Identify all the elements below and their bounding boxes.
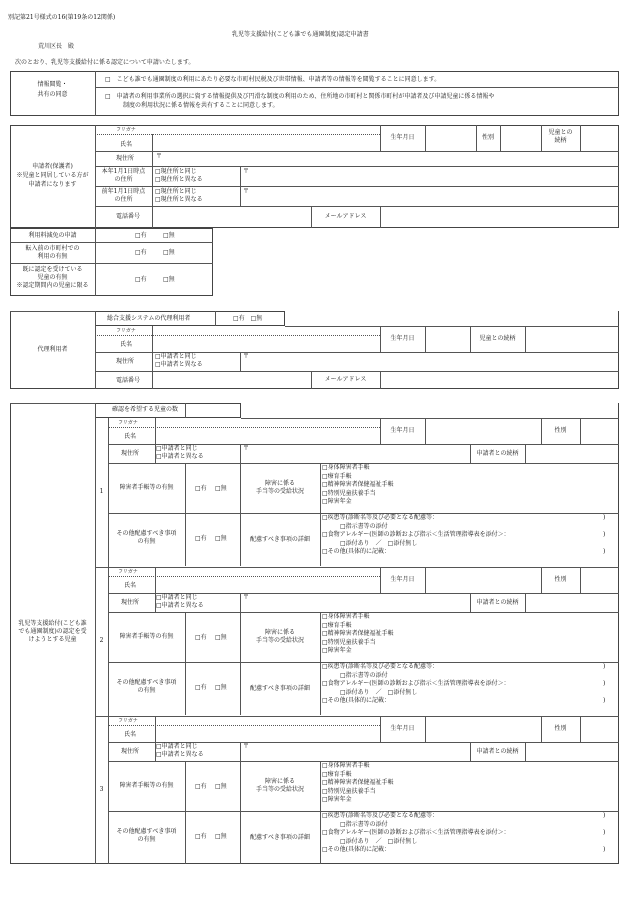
applicant-jan1-prev-same[interactable]: □現住所と同じ bbox=[155, 188, 197, 195]
child-2-address-same[interactable]: □申請者と同じ bbox=[156, 594, 198, 601]
child-3-consider-paren-5: ) bbox=[603, 846, 606, 853]
move-yes[interactable]: □有 bbox=[135, 249, 147, 256]
child-2-handbook-no[interactable]: □無 bbox=[215, 634, 227, 641]
applicant-label-2: ※児童と同居している方が bbox=[16, 171, 89, 179]
child-3-other-yes[interactable]: □有 bbox=[195, 833, 207, 840]
child-2-consider-option-3[interactable]: □食物アレルギー(医師の診断および指示＜生活管理指導表を添付＞： bbox=[322, 680, 510, 687]
child-3-other-label-2: の有無 bbox=[137, 836, 156, 843]
child-1-furigana-label: フリガナ bbox=[118, 420, 138, 426]
child-3-name-label: 氏名 bbox=[124, 731, 137, 738]
child-2-relation-label: 申請者との続柄 bbox=[476, 598, 519, 606]
applicant-phone-label: 電話番号 bbox=[116, 213, 141, 220]
child-1-allowance-label-1: 障害に係る bbox=[264, 480, 295, 487]
child-3-allowance-label-1: 障害に係る bbox=[264, 778, 295, 785]
applicant-jan1-prev-label-2: の住所 bbox=[114, 196, 133, 203]
applicant-jan1-this-postal: 〒 bbox=[243, 168, 250, 175]
move-label-1: 転入前の市町村での bbox=[25, 245, 80, 252]
child-1-handbook-no[interactable]: □無 bbox=[215, 485, 227, 492]
child-3-handbook-no[interactable]: □無 bbox=[215, 783, 227, 790]
child-1-consider-label: 配慮すべき事項の詳細 bbox=[250, 535, 310, 543]
consent-checkbox-2-cont: 制度の利用状況に係る情報を共有することに同意します。 bbox=[123, 102, 279, 109]
child-1-allowance-option-3[interactable]: □精神障害者保健福祉手帳 bbox=[322, 481, 394, 488]
child-3-postal-mark: 〒 bbox=[243, 743, 250, 750]
child-1-consider-paren-1: ) bbox=[603, 514, 606, 521]
proxy-furigana-label: フリガナ bbox=[116, 328, 136, 334]
child-2-address-diff[interactable]: □申請者と異なる bbox=[156, 602, 204, 609]
child-1-relation-label: 申請者との続柄 bbox=[476, 449, 519, 457]
child-1-handbook-yes[interactable]: □有 bbox=[195, 485, 207, 492]
child-1-consider-option-2[interactable]: □指示書等の添付 bbox=[340, 522, 388, 530]
child-2-allowance-option-4[interactable]: □特別児童扶養手当 bbox=[322, 638, 376, 646]
child-2-consider-option-2[interactable]: □指示書等の添付 bbox=[340, 671, 388, 679]
applicant-relation-label-1: 児童との bbox=[548, 129, 573, 136]
child-1-consider-paren-5: ) bbox=[603, 548, 606, 555]
proxy-birth-label: 生年月日 bbox=[390, 335, 415, 342]
child-2-furigana-label: フリガナ bbox=[118, 569, 138, 575]
applicant-birth-field[interactable] bbox=[426, 126, 476, 150]
cert-label-1: 既に認定を受けている bbox=[22, 266, 83, 273]
child-3-handbook-yes[interactable]: □有 bbox=[195, 783, 207, 790]
child-1-sex-label: 性別 bbox=[554, 427, 567, 434]
child-3-birth-label: 生年月日 bbox=[390, 725, 415, 732]
child-3-relation-label: 申請者との続柄 bbox=[476, 747, 519, 755]
child-3-consider-option-3[interactable]: □食物アレルギー(医師の診断および指示＜生活管理指導表を添付＞： bbox=[322, 829, 510, 836]
child-3-allowance-option-3[interactable]: □精神障害者保健福祉手帳 bbox=[322, 779, 394, 786]
consent-checkbox-1[interactable]: □ こども誰でも通園制度の利用にあたり必要な市町村民税及び世帯情報、申請者等の情報等を閲覧することに同意します。 bbox=[105, 76, 441, 83]
child-1-consider-option-3[interactable]: □食物アレルギー(医師の診断および指示＜生活管理指導表を添付＞： bbox=[322, 531, 510, 538]
child-3-allowance-option-1[interactable]: □身体障害者手帳 bbox=[322, 762, 370, 769]
cert-no[interactable]: □無 bbox=[163, 276, 175, 283]
applicant-jan1-prev-postal: 〒 bbox=[243, 188, 250, 195]
cert-yes[interactable]: □有 bbox=[135, 276, 147, 283]
child-1-consider-paren-3: ) bbox=[603, 531, 606, 538]
applicant-birth-label: 生年月日 bbox=[390, 134, 415, 141]
child-2-number: 2 bbox=[99, 637, 104, 644]
child-1-consider-option-5[interactable]: □その他(具体的に記載： bbox=[322, 548, 391, 555]
applicant-jan1-prev-diff[interactable]: □現住所と異なる bbox=[155, 196, 203, 203]
cert-label-3: ※認定期間内の児童に限る bbox=[16, 282, 89, 289]
child-3-handbook-label: 障害者手帳等の有無 bbox=[119, 782, 174, 789]
child-3-consider-option-1[interactable]: □疾患等(診断名等及び必要となる配慮等： bbox=[322, 812, 439, 819]
form-number: 別記第21号様式の16(第19条の12関係) bbox=[8, 14, 116, 21]
proxy-address-diff[interactable]: □申請者と異なる bbox=[155, 361, 203, 368]
proxy-postal-mark: 〒 bbox=[243, 353, 250, 360]
applicant-jan1-this-label-1: 本年1月1日時点 bbox=[101, 168, 146, 175]
child-3-furigana-label: フリガナ bbox=[118, 718, 138, 724]
proxy-email-label: メールアドレス bbox=[324, 376, 367, 383]
child-count-label: 確認を希望する児童の数 bbox=[112, 406, 179, 413]
child-2-consider-option-4[interactable]: □添付あり ／ □添付無し bbox=[340, 688, 418, 696]
applicant-address-label: 現住所 bbox=[116, 155, 135, 162]
applicant-email-label: メールアドレス bbox=[324, 213, 367, 220]
child-3-allowance-option-4[interactable]: □特別児童扶養手当 bbox=[322, 787, 376, 795]
proxy-name-label: 氏名 bbox=[120, 341, 133, 348]
child-2-allowance-label-1: 障害に係る bbox=[264, 629, 295, 636]
proxy-system-yes-no[interactable]: □有 □無 bbox=[233, 315, 263, 322]
intro-text: 次のとおり、乳児等支援給付に係る認定について申請いたします。 bbox=[15, 59, 195, 66]
consent-label-2: 共有の同意 bbox=[37, 91, 68, 98]
child-1-other-label-1: その他配慮すべき事項 bbox=[116, 530, 177, 537]
children-label-1: 乳児等支援給付(こども誰 bbox=[18, 620, 87, 627]
proxy-system-label: 総合支援システムの代理利用者 bbox=[107, 315, 191, 322]
child-1-other-yes[interactable]: □有 bbox=[195, 535, 207, 542]
applicant-phone-field[interactable] bbox=[153, 207, 311, 227]
child-2-allowance-option-1[interactable]: □身体障害者手帳 bbox=[322, 613, 370, 620]
child-3-address-label: 現住所 bbox=[121, 748, 140, 755]
proxy-relation-label: 児童との続柄 bbox=[479, 335, 516, 342]
child-2-allowance-option-5[interactable]: □障害年金 bbox=[322, 647, 352, 654]
usage-fee-label: 利用料減免の申請 bbox=[28, 231, 77, 239]
proxy-phone-label: 電話番号 bbox=[116, 377, 141, 384]
child-1-name-label: 氏名 bbox=[124, 433, 137, 440]
child-2-other-no[interactable]: □無 bbox=[215, 684, 227, 691]
child-2-handbook-label: 障害者手帳等の有無 bbox=[119, 633, 174, 640]
addressee: 荒川区長 殿 bbox=[38, 43, 75, 50]
applicant-label-3: 申請者になります bbox=[28, 180, 77, 188]
child-2-consider-paren-3: ) bbox=[603, 680, 606, 687]
child-2-consider-option-5[interactable]: □その他(具体的に記載： bbox=[322, 697, 391, 704]
child-3-allowance-option-5[interactable]: □障害年金 bbox=[322, 796, 352, 803]
child-1-other-label-2: の有無 bbox=[137, 538, 156, 545]
applicant-jan1-this-same[interactable]: □現住所と同じ bbox=[155, 168, 197, 175]
child-3-other-label-1: その他配慮すべき事項 bbox=[116, 828, 177, 835]
child-3-allowance-option-2[interactable]: □療育手帳 bbox=[322, 770, 352, 778]
child-3-sex-label: 性別 bbox=[554, 725, 567, 732]
child-1-consider-option-4[interactable]: □添付あり ／ □添付無し bbox=[340, 539, 418, 547]
consent-label-1: 情報閲覧・ bbox=[37, 81, 68, 88]
child-2-allowance-label-2: 手当等の受給状況 bbox=[255, 637, 304, 644]
child-2-address-label: 現住所 bbox=[121, 599, 140, 606]
cert-label-2: 児童の有無 bbox=[37, 274, 68, 281]
child-2-name-label: 氏名 bbox=[124, 582, 137, 589]
move-label-2: 利用の有無 bbox=[37, 253, 68, 260]
usage-fee-no[interactable]: □無 bbox=[163, 232, 175, 239]
child-3-consider-label: 配慮すべき事項の詳細 bbox=[250, 833, 310, 841]
child-1-postal-mark: 〒 bbox=[243, 445, 250, 452]
child-1-address-diff[interactable]: □申請者と異なる bbox=[156, 453, 204, 460]
child-2-other-label-1: その他配慮すべき事項 bbox=[116, 679, 177, 686]
child-3-address-same[interactable]: □申請者と同じ bbox=[156, 743, 198, 750]
applicant-jan1-prev-label-1: 前年1月1日時点 bbox=[101, 188, 146, 195]
child-2-consider-option-1[interactable]: □疾患等(診断名等及び必要となる配慮等： bbox=[322, 663, 439, 670]
applicant-name-label: 氏名 bbox=[120, 141, 133, 148]
child-1-address-label: 現住所 bbox=[121, 450, 140, 457]
children-label-3: けようとする児童 bbox=[28, 636, 77, 643]
move-no[interactable]: □無 bbox=[163, 249, 175, 256]
child-3-consider-option-5[interactable]: □その他(具体的に記載： bbox=[322, 846, 391, 853]
child-2-consider-paren-5: ) bbox=[603, 697, 606, 704]
usage-fee-yes[interactable]: □有 bbox=[135, 232, 147, 239]
applicant-furigana-label: フリガナ bbox=[116, 127, 136, 133]
child-1-allowance-option-1[interactable]: □身体障害者手帳 bbox=[322, 464, 370, 471]
child-3-allowance-label-2: 手当等の受給状況 bbox=[255, 786, 304, 793]
proxy-address-label: 現住所 bbox=[116, 358, 135, 365]
child-2-allowance-option-2[interactable]: □療育手帳 bbox=[322, 621, 352, 629]
child-3-other-no[interactable]: □無 bbox=[215, 833, 227, 840]
child-1-allowance-option-5[interactable]: □障害年金 bbox=[322, 498, 352, 505]
proxy-label: 代理利用者 bbox=[37, 346, 68, 353]
child-2-other-yes[interactable]: □有 bbox=[195, 684, 207, 691]
child-1-number: 1 bbox=[99, 488, 104, 495]
child-2-birth-label: 生年月日 bbox=[390, 576, 415, 583]
applicant-label-1: 申請者(保護者) bbox=[32, 162, 73, 170]
child-2-allowance-option-3[interactable]: □精神障害者保健福祉手帳 bbox=[322, 630, 394, 637]
child-2-other-label-2: の有無 bbox=[137, 687, 156, 694]
proxy-address-same[interactable]: □申請者と同じ bbox=[155, 353, 197, 360]
child-2-handbook-yes[interactable]: □有 bbox=[195, 634, 207, 641]
child-3-number: 3 bbox=[99, 786, 104, 793]
applicant-jan1-this-label-2: の住所 bbox=[114, 176, 133, 183]
child-1-consider-option-1[interactable]: □疾患等(診断名等及び必要となる配慮等： bbox=[322, 514, 439, 521]
children-label-2: でも通園制度)の認定を受 bbox=[18, 628, 87, 635]
consent-checkbox-2[interactable]: □ 申請者の利用事業所の選択に資する情報提供及び円滑な制度の利用のため、住所地の市町村と関係市町村が申請者及び申請児童に係る情報や bbox=[105, 93, 495, 100]
form-title: 乳児等支援給付(こども誰でも通園制度)認定申請書 bbox=[232, 31, 369, 38]
child-1-birth-label: 生年月日 bbox=[390, 427, 415, 434]
child-2-sex-label: 性別 bbox=[554, 576, 567, 583]
child-2-consider-paren-1: ) bbox=[603, 663, 606, 670]
child-3-address-diff[interactable]: □申請者と異なる bbox=[156, 751, 204, 758]
child-3-consider-option-2[interactable]: □指示書等の添付 bbox=[340, 820, 388, 828]
child-2-postal-mark: 〒 bbox=[243, 594, 250, 601]
child-2-consider-label: 配慮すべき事項の詳細 bbox=[250, 684, 310, 692]
applicant-postal-mark: 〒 bbox=[156, 153, 163, 160]
child-3-consider-option-4[interactable]: □添付あり ／ □添付無し bbox=[340, 837, 418, 845]
applicant-sex-label: 性別 bbox=[481, 134, 494, 141]
child-1-address-same[interactable]: □申請者と同じ bbox=[156, 445, 198, 452]
applicant-email-field[interactable] bbox=[381, 207, 618, 227]
applicant-jan1-this-diff[interactable]: □現住所と異なる bbox=[155, 176, 203, 183]
child-1-allowance-option-2[interactable]: □療育手帳 bbox=[322, 472, 352, 480]
child-1-other-no[interactable]: □無 bbox=[215, 535, 227, 542]
child-1-handbook-label: 障害者手帳等の有無 bbox=[119, 484, 174, 491]
applicant-relation-label-2: 続柄 bbox=[554, 137, 567, 144]
child-3-consider-paren-3: ) bbox=[603, 829, 606, 836]
applicant-name-field[interactable] bbox=[153, 135, 379, 150]
child-1-allowance-label-2: 手当等の受給状況 bbox=[255, 488, 304, 495]
child-3-consider-paren-1: ) bbox=[603, 812, 606, 819]
child-1-allowance-option-4[interactable]: □特別児童扶養手当 bbox=[322, 489, 376, 497]
